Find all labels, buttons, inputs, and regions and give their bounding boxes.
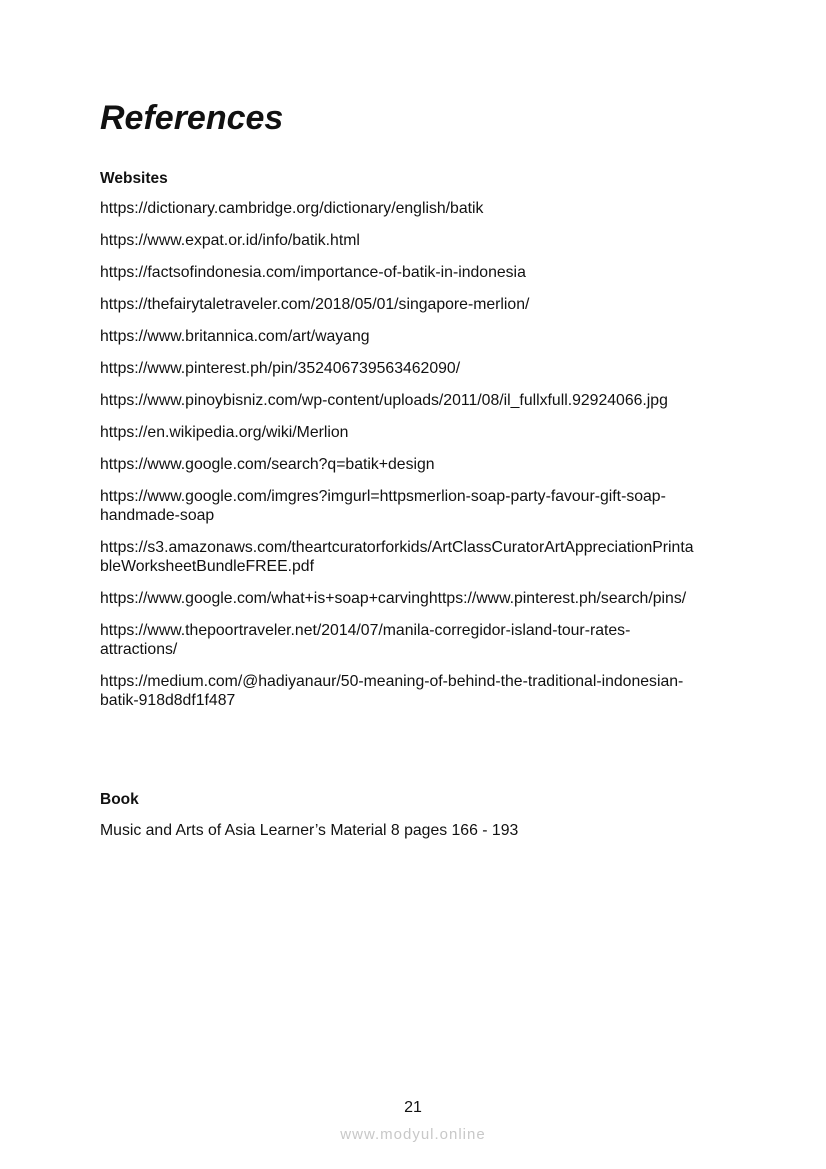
reference-line: https://www.google.com/what+is+soap+carvinghttps://www.pinterest.ph/search/pins/ bbox=[100, 590, 687, 607]
website-reference bbox=[100, 231, 740, 250]
reference-line: https://www.expat.or.id/info/batik.html bbox=[100, 232, 360, 249]
website-reference bbox=[100, 487, 740, 525]
reference-line: https://www.pinterest.ph/pin/352406739563462090/ bbox=[100, 360, 461, 377]
website-reference bbox=[100, 589, 740, 608]
watermark: www.modyul.online bbox=[340, 1126, 486, 1143]
book-reference: Music and Arts of Asia Learner’s Material 8 pages 166 - 193 bbox=[100, 822, 519, 839]
reference-line: handmade-soap bbox=[100, 507, 215, 524]
website-reference bbox=[100, 455, 740, 474]
reference-line: batik-918d8df1f487 bbox=[100, 692, 236, 709]
reference-line: https://en.wikipedia.org/wiki/Merlion bbox=[100, 424, 349, 441]
book-heading: Book bbox=[100, 791, 139, 808]
website-reference bbox=[100, 199, 740, 218]
website-reference bbox=[100, 621, 740, 659]
reference-line: https://www.google.com/imgres?imgurl=httpsmerlion-soap-party-favour-gift-soap- bbox=[100, 488, 666, 505]
website-reference bbox=[100, 263, 740, 282]
reference-line: https://s3.amazonaws.com/theartcuratorforkids/ArtClassCuratorArtAppreciationPrinta bbox=[100, 539, 694, 556]
website-reference bbox=[100, 295, 740, 314]
reference-line: https://www.google.com/search?q=batik+design bbox=[100, 456, 435, 473]
website-reference bbox=[100, 538, 740, 576]
websites-heading: Websites bbox=[100, 170, 168, 187]
reference-line: https://medium.com/@hadiyanaur/50-meaning-of-behind-the-traditional-indonesian- bbox=[100, 673, 684, 690]
reference-line: https://factsofindonesia.com/importance-of-batik-in-indonesia bbox=[100, 264, 526, 281]
reference-line: https://thefairytaletraveler.com/2018/05/01/singapore-merlion/ bbox=[100, 296, 530, 313]
website-reference bbox=[100, 672, 740, 710]
website-reference bbox=[100, 327, 740, 346]
website-reference bbox=[100, 391, 740, 410]
reference-line: attractions/ bbox=[100, 641, 178, 658]
page-title: References bbox=[100, 99, 284, 137]
reference-line: https://www.pinoybisniz.com/wp-content/uploads/2011/08/il_fullxfull.92924066.jpg bbox=[100, 392, 668, 409]
page-number: 21 bbox=[404, 1099, 422, 1116]
reference-line: https://www.thepoortraveler.net/2014/07/manila-corregidor-island-tour-rates- bbox=[100, 622, 631, 639]
website-reference bbox=[100, 423, 740, 442]
reference-line: https://www.britannica.com/art/wayang bbox=[100, 328, 370, 345]
reference-line: bleWorksheetBundleFREE.pdf bbox=[100, 558, 314, 575]
reference-line: https://dictionary.cambridge.org/dictionary/english/batik bbox=[100, 200, 484, 217]
websites-list bbox=[100, 199, 740, 723]
website-reference bbox=[100, 359, 740, 378]
